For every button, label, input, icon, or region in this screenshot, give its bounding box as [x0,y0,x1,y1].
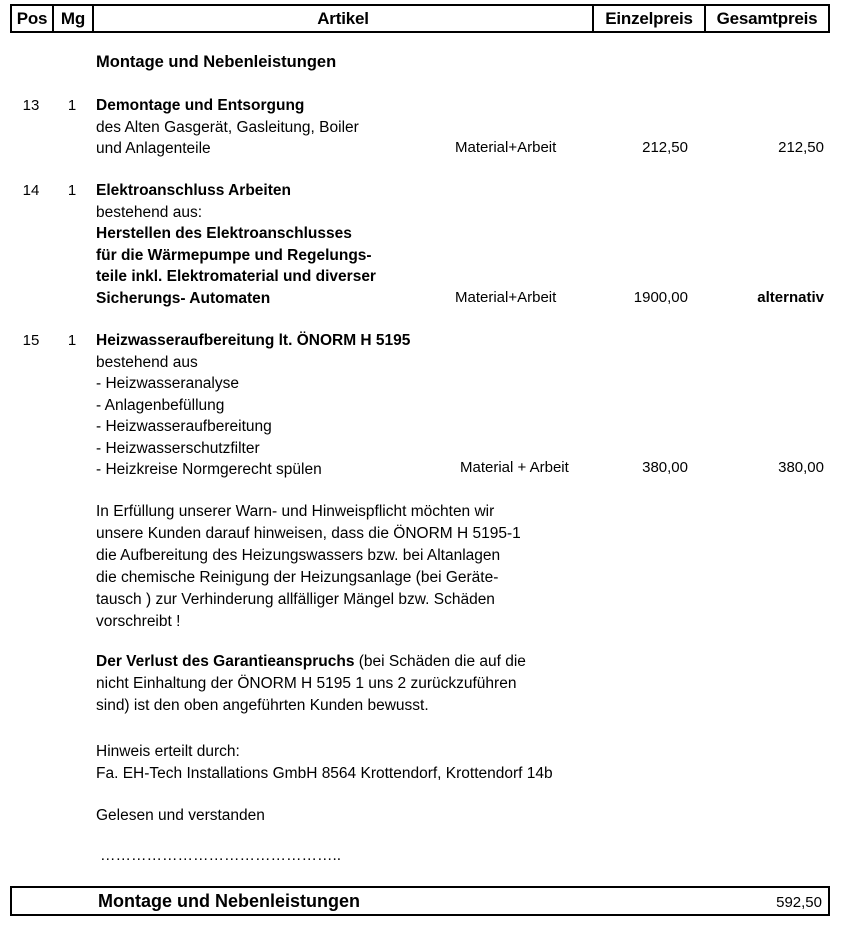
item-total-price: 212,50 [778,139,824,156]
item-detail-line: Sicherungs- Automaten [96,289,271,307]
item-title: Heizwasseraufbereitung lt. ÖNORM H 5195 [96,332,411,349]
item-unit-label: Material + Arbeit [460,459,569,476]
item-detail-line: für die Wärmepumpe und Regelungs- [96,246,372,264]
notice-line: unsere Kunden darauf hinweisen, dass die ÖNORM H 5195-1 [96,525,521,542]
item-detail-line: des Alten Gasgerät, Gasleitung, Boiler [96,118,359,136]
section-total-label: Montage und Nebenleistungen [98,891,361,911]
section-total-amount: 592,50 [776,894,822,911]
section-heading: Montage und Nebenleistungen [96,53,337,71]
item-position: 13 [22,97,40,114]
guarantee-lead-rest: (bei Schäden die auf die [354,653,526,670]
notice-line: sind) ist den oben angeführten Kunden bewusst. [96,697,429,714]
issued-by-company: Fa. EH-Tech Installations GmbH 8564 Krottendorf, Krottendorf 14b [96,765,553,782]
table-header-row [10,4,830,33]
item-detail-line: bestehend aus [96,353,198,371]
notice-line: In Erfüllung unserer Warn- und Hinweispflicht möchten wir [96,503,495,520]
item-description [96,180,446,309]
item-quantity: 1 [67,182,77,199]
column-header-mg: Mg [54,6,94,31]
notice-paragraph-warning [96,501,656,633]
item-detail-line: Herstellen des Elektroanschlusses [96,225,352,242]
item-total-price: 380,00 [778,459,824,476]
item-unit-label: Material+Arbeit [455,139,557,156]
column-header-pos: Pos [12,6,54,31]
item-quantity: 1 [67,332,77,349]
signature-line: ……………………………………….. [100,847,342,864]
notice-line: vorschreibt ! [96,613,181,630]
notice-line: die chemische Reinigung der Heizungsanlage (bei Geräte- [96,569,499,586]
issued-by-block [96,741,656,785]
notice-line: tausch ) zur Verhinderung allfälliger Mängel bzw. Schäden [96,591,495,608]
item-unit-price: 1900,00 [633,289,688,306]
column-header-einzelpreis: Einzelpreis [594,6,706,31]
guarantee-bold-lead: Der Verlust des Garantieanspruchs [96,653,355,670]
acknowledgement-text: Gelesen und verstanden [96,807,265,824]
item-detail-line: - Heizwasserschutzfilter [96,439,260,457]
item-detail-line: teile inkl. Elektromaterial und diverser [96,268,376,285]
item-total-price: alternativ [757,289,824,306]
item-description [96,95,446,160]
item-detail-line: - Anlagenbefüllung [96,396,225,414]
item-detail-line: und Anlagenteile [96,140,211,157]
item-unit-label: Material+Arbeit [455,289,557,306]
item-position: 15 [22,332,40,349]
item-unit-price: 380,00 [642,459,688,476]
notice-paragraph-guarantee [96,651,656,717]
issued-by-label: Hinweis erteilt durch: [96,743,240,760]
item-position: 14 [22,182,40,199]
item-detail-line: - Heizwasseranalyse [96,375,239,392]
column-header-gesamtpreis: Gesamtpreis [716,8,818,28]
notice-line [96,651,656,673]
column-header-artikel: Artikel [94,6,594,31]
notice-line: nicht Einhaltung der ÖNORM H 5195 1 uns 2 zurückzuführen [96,675,517,692]
item-detail-line: bestehend aus: [96,203,203,221]
item-title: Elektroanschluss Arbeiten [96,182,291,199]
item-quantity: 1 [67,97,77,114]
item-unit-price: 212,50 [642,139,688,156]
item-title: Demontage und Entsorgung [96,97,305,114]
item-detail-line: - Heizkreise Normgerecht spülen [96,461,322,478]
item-detail-line: - Heizwasseraufbereitung [96,418,272,435]
item-description [96,330,466,481]
section-total-bar [10,886,830,916]
notice-line: die Aufbereitung des Heizungswassers bzw. bei Altanlagen [96,547,501,564]
